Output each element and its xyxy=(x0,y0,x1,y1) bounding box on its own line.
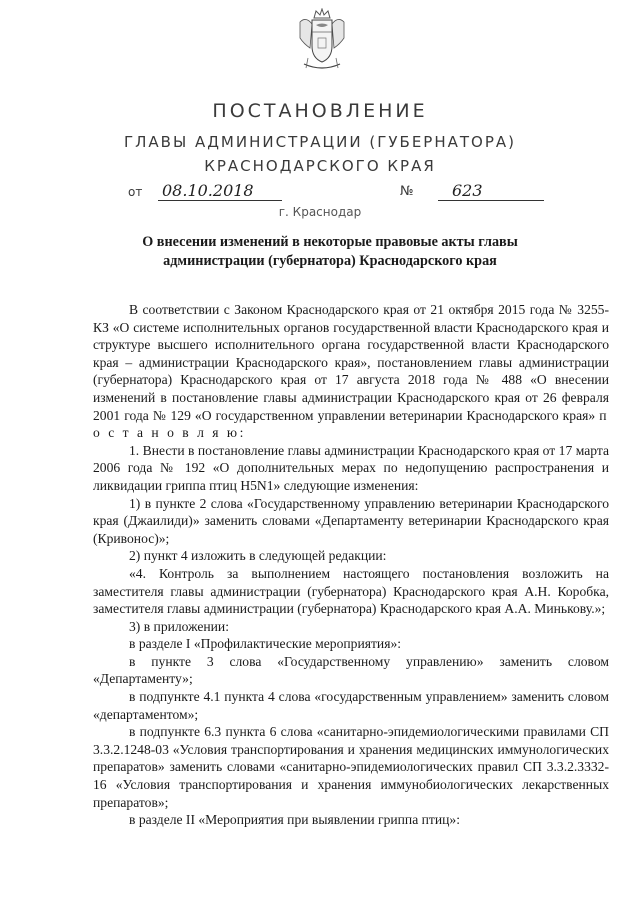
paragraph-subitem-2: 2) пункт 4 изложить в следующей редакции: xyxy=(129,548,387,564)
paragraph-subpoint-4-1: в подпункте 4.1 пункта 4 слова «государственным управлением» заменить словом «департаментом»; xyxy=(93,689,609,722)
authority-line-1: ГЛАВЫ АДМИНИСТРАЦИИ (ГУБЕРНАТОРА) xyxy=(123,133,517,151)
coat-of-arms-icon xyxy=(296,8,348,74)
number-value: 623 xyxy=(438,181,544,201)
date-label: от xyxy=(128,185,143,199)
document-body xyxy=(93,301,609,829)
document-type: ПОСТАНОВЛЕНИЕ xyxy=(212,100,428,122)
paragraph-point-3: в пункте 3 слова «Государственному управлению» заменить словом «Департаменту»; xyxy=(93,653,609,687)
number-label: № xyxy=(400,184,414,199)
paragraph-text: В соответствии с Законом Краснодарского края от 21 октября 2015 года № 3255-КЗ «О системе исполнительных органов государственной власти Краснодарского края и структуре высшего исполнительного органа государственной власти Краснодарского края – администрации Краснодарского края», постановлением главы администрации (губернатора) Краснодарского края от 17 августа 2018 года № 488 «О внесении изменений в постановление главы администрации Краснодарского края от 26 февраля 2001 года № 129 «О государственном управлении ветеринарии Краснодарского края» xyxy=(93,302,609,423)
paragraph-subitem-3: 3) в приложении: xyxy=(129,618,229,634)
document-title: О внесении изменений в некоторые правовые акты главы администрации (губернатора) Краснодарского края xyxy=(142,234,518,269)
paragraph-preamble xyxy=(93,301,609,442)
city-name: г. Краснодар xyxy=(278,205,362,219)
paragraph-new-clause-4: «4. Контроль за выполнением настоящего постановления возложить на заместителя главы администрации (губернатора) Краснодарского края А.Н. Коробка, заместителя главы администрации (губернатора) Краснодарского края А.А. Минькову.»; xyxy=(93,565,609,617)
paragraph-subitem-1: 1) в пункте 2 слова «Государственному управлению ветеринарии Краснодарского края (Джаилиди)» заменить словами «Департаменту ветеринарии Краснодарского края (Кривонос)»; xyxy=(93,495,609,546)
authority-line-2: КРАСНОДАРСКОГО КРАЯ xyxy=(204,157,436,175)
paragraph-section-1: в разделе I «Профилактические мероприятия»: xyxy=(129,636,402,652)
paragraph-item-1: 1. Внести в постановление главы администрации Краснодарского края от 17 марта 2006 года № 192 «О дополнительных мерах по недопущению распространения и ликвидации гриппа птиц H5N1» следующие изменения: xyxy=(93,442,609,493)
paragraph-section-2: в разделе II «Мероприятия при выявлении гриппа птиц»: xyxy=(129,812,460,828)
paragraph-subpoint-6-3: в подпункте 6.3 пункта 6 слова «санитарно-эпидемиологическими правилами СП 3.3.2.1248-03 «Условия транспортирования и хранения медицинских иммунологических препаратов» заменить словами «санитарно-эпидемиологических правил СП 3.3.2.3332-16 «Условия транспортирования и хранения иммунобиологических лекарственных препаратов»; xyxy=(93,724,609,810)
date-value: 08.10.2018 xyxy=(158,181,282,201)
date-number-row xyxy=(0,183,640,205)
resolution-word: п о с т а н о в л я ю: xyxy=(93,407,609,441)
